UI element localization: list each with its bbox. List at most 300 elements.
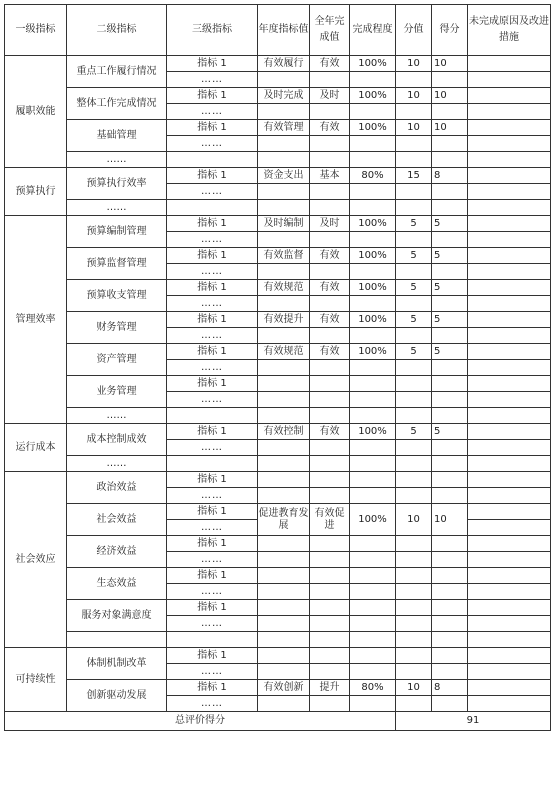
score-value (396, 696, 432, 712)
score-value (396, 200, 432, 216)
score-obtained (432, 136, 468, 152)
score-value (396, 648, 432, 664)
total-score: 91 (396, 712, 551, 731)
score-value (396, 568, 432, 584)
remarks-cell (468, 568, 551, 584)
score-obtained (432, 360, 468, 376)
actual-value (310, 376, 350, 392)
level3-indicator (167, 408, 258, 424)
level1-indicator: 管理效率 (5, 216, 67, 424)
score-value: 5 (396, 344, 432, 360)
actual-value: 提升 (310, 680, 350, 696)
level3-indicator: 指标 1 (167, 600, 258, 616)
score-value: 5 (396, 280, 432, 296)
remarks-cell (468, 168, 551, 184)
annual-target (258, 264, 310, 280)
annual-target (258, 104, 310, 120)
remarks-cell (468, 248, 551, 264)
annual-target (258, 328, 310, 344)
actual-value (310, 328, 350, 344)
table-row (5, 472, 551, 488)
score-value (396, 552, 432, 568)
level3-indicator: 指标 1 (167, 88, 258, 104)
actual-value: 有效 (310, 280, 350, 296)
score-obtained (432, 648, 468, 664)
level3-indicator: 指标 1 (167, 648, 258, 664)
completion-rate: 100% (350, 280, 396, 296)
level3-indicator: …… (167, 328, 258, 344)
level2-indicator: …… (67, 200, 167, 216)
remarks-cell (468, 56, 551, 72)
actual-value (310, 360, 350, 376)
annual-target: 有效管理 (258, 120, 310, 136)
actual-value (310, 264, 350, 280)
completion-rate (350, 264, 396, 280)
header-cell: 分值 (396, 5, 432, 56)
completion-rate: 100% (350, 312, 396, 328)
actual-value (310, 696, 350, 712)
completion-rate (350, 456, 396, 472)
score-obtained (432, 568, 468, 584)
remarks-cell (468, 424, 551, 440)
table-row (5, 680, 551, 696)
level3-indicator (167, 632, 258, 648)
annual-target (258, 360, 310, 376)
actual-value: 有效 (310, 312, 350, 328)
score-obtained (432, 232, 468, 248)
score-value: 5 (396, 216, 432, 232)
header-row (5, 5, 551, 56)
score-obtained (432, 408, 468, 424)
level2-indicator: 整体工作完成情况 (67, 88, 167, 120)
level3-indicator: …… (167, 232, 258, 248)
level2-indicator: 成本控制成效 (67, 424, 167, 456)
score-value: 5 (396, 312, 432, 328)
actual-value (310, 568, 350, 584)
annual-target: 有效规范 (258, 344, 310, 360)
score-value: 5 (396, 248, 432, 264)
score-value (396, 600, 432, 616)
level3-indicator: …… (167, 392, 258, 408)
score-value: 10 (396, 56, 432, 72)
level2-indicator: 经济效益 (67, 536, 167, 568)
level3-indicator: …… (167, 440, 258, 456)
level2-indicator: 重点工作履行情况 (67, 56, 167, 88)
remarks-cell (468, 152, 551, 168)
score-value (396, 456, 432, 472)
score-obtained: 5 (432, 280, 468, 296)
remarks-cell (468, 184, 551, 200)
score-value (396, 136, 432, 152)
actual-value: 有效 (310, 344, 350, 360)
completion-rate (350, 696, 396, 712)
score-value: 15 (396, 168, 432, 184)
score-value: 10 (396, 504, 432, 536)
remarks-cell (468, 632, 551, 648)
level3-indicator: …… (167, 584, 258, 600)
table-row (5, 200, 551, 216)
table-row (5, 312, 551, 328)
score-obtained (432, 200, 468, 216)
completion-rate (350, 536, 396, 552)
actual-value (310, 632, 350, 648)
level3-indicator: 指标 1 (167, 376, 258, 392)
completion-rate (350, 72, 396, 88)
remarks-cell (468, 312, 551, 328)
score-obtained: 5 (432, 216, 468, 232)
score-value (396, 376, 432, 392)
level3-indicator: …… (167, 520, 258, 536)
remarks-cell (468, 216, 551, 232)
score-obtained (432, 664, 468, 680)
annual-target (258, 232, 310, 248)
actual-value (310, 72, 350, 88)
level3-indicator: 指标 1 (167, 56, 258, 72)
remarks-cell (468, 552, 551, 568)
level1-indicator: 社会效应 (5, 472, 67, 648)
level3-indicator: …… (167, 136, 258, 152)
remarks-cell (468, 600, 551, 616)
level3-indicator: …… (167, 264, 258, 280)
score-obtained (432, 440, 468, 456)
annual-target (258, 648, 310, 664)
actual-value (310, 616, 350, 632)
annual-target (258, 456, 310, 472)
actual-value (310, 584, 350, 600)
completion-rate (350, 184, 396, 200)
score-value: 10 (396, 680, 432, 696)
level2-indicator: 资产管理 (67, 344, 167, 376)
level2-indicator: 政治效益 (67, 472, 167, 504)
score-obtained: 10 (432, 504, 468, 536)
actual-value (310, 536, 350, 552)
annual-target: 有效控制 (258, 424, 310, 440)
score-obtained (432, 152, 468, 168)
level3-indicator (167, 152, 258, 168)
actual-value (310, 648, 350, 664)
completion-rate (350, 472, 396, 488)
level1-indicator: 履职效能 (5, 56, 67, 168)
score-value (396, 472, 432, 488)
score-obtained (432, 632, 468, 648)
remarks-cell (468, 200, 551, 216)
actual-value: 基本 (310, 168, 350, 184)
actual-value (310, 408, 350, 424)
table-row (5, 152, 551, 168)
header-cell: 年度指标值 (258, 5, 310, 56)
annual-target (258, 200, 310, 216)
completion-rate (350, 632, 396, 648)
annual-target: 及时编制 (258, 216, 310, 232)
score-value (396, 616, 432, 632)
completion-rate: 100% (350, 424, 396, 440)
annual-target (258, 440, 310, 456)
annual-target (258, 72, 310, 88)
score-value (396, 536, 432, 552)
remarks-cell (468, 328, 551, 344)
score-value (396, 152, 432, 168)
level3-indicator: 指标 1 (167, 504, 258, 520)
header-cell: 全年完成值 (310, 5, 350, 56)
performance-evaluation-table (4, 4, 551, 731)
completion-rate (350, 568, 396, 584)
score-obtained: 5 (432, 424, 468, 440)
header-cell: 未完成原因及改进措施 (468, 5, 551, 56)
actual-value (310, 600, 350, 616)
level2-indicator: 生态效益 (67, 568, 167, 600)
remarks-cell (468, 280, 551, 296)
remarks-cell (468, 456, 551, 472)
completion-rate: 100% (350, 120, 396, 136)
annual-target (258, 616, 310, 632)
level2-indicator: 财务管理 (67, 312, 167, 344)
score-obtained (432, 456, 468, 472)
annual-target: 有效履行 (258, 56, 310, 72)
score-obtained (432, 296, 468, 312)
completion-rate (350, 136, 396, 152)
annual-target (258, 184, 310, 200)
actual-value: 有效 (310, 120, 350, 136)
table-row (5, 56, 551, 72)
level2-indicator: …… (67, 408, 167, 424)
actual-value: 有效 (310, 248, 350, 264)
completion-rate: 100% (350, 216, 396, 232)
level3-indicator: 指标 1 (167, 280, 258, 296)
remarks-cell (468, 472, 551, 488)
annual-target (258, 488, 310, 504)
level2-indicator: 基础管理 (67, 120, 167, 152)
score-value (396, 408, 432, 424)
header-cell: 完成程度 (350, 5, 396, 56)
level2-indicator: 服务对象满意度 (67, 600, 167, 632)
actual-value (310, 184, 350, 200)
level3-indicator: …… (167, 296, 258, 312)
score-value (396, 440, 432, 456)
annual-target (258, 600, 310, 616)
actual-value (310, 472, 350, 488)
annual-target (258, 552, 310, 568)
remarks-cell (468, 296, 551, 312)
score-obtained: 10 (432, 56, 468, 72)
score-obtained (432, 72, 468, 88)
completion-rate (350, 648, 396, 664)
remarks-cell (468, 440, 551, 456)
actual-value (310, 392, 350, 408)
remarks-cell (468, 376, 551, 392)
actual-value (310, 296, 350, 312)
level1-indicator: 可持续性 (5, 648, 67, 712)
actual-value (310, 456, 350, 472)
remarks-cell (468, 536, 551, 552)
completion-rate (350, 440, 396, 456)
table-row (5, 120, 551, 136)
table-row (5, 408, 551, 424)
score-obtained (432, 472, 468, 488)
score-value (396, 584, 432, 600)
annual-target (258, 536, 310, 552)
level3-indicator: …… (167, 184, 258, 200)
completion-rate (350, 600, 396, 616)
header-cell: 三级指标 (167, 5, 258, 56)
level3-indicator: 指标 1 (167, 312, 258, 328)
level2-indicator: 预算监督管理 (67, 248, 167, 280)
level3-indicator: …… (167, 104, 258, 120)
level1-indicator: 运行成本 (5, 424, 67, 472)
annual-target (258, 152, 310, 168)
completion-rate: 100% (350, 56, 396, 72)
level3-indicator: 指标 1 (167, 472, 258, 488)
completion-rate (350, 616, 396, 632)
score-obtained (432, 584, 468, 600)
score-value: 10 (396, 88, 432, 104)
annual-target: 及时完成 (258, 88, 310, 104)
level3-indicator: …… (167, 616, 258, 632)
score-obtained: 8 (432, 168, 468, 184)
score-obtained (432, 552, 468, 568)
completion-rate (350, 488, 396, 504)
level3-indicator (167, 200, 258, 216)
score-value (396, 664, 432, 680)
completion-rate (350, 664, 396, 680)
annual-target (258, 136, 310, 152)
header-cell: 得分 (432, 5, 468, 56)
level3-indicator: 指标 1 (167, 216, 258, 232)
score-obtained: 5 (432, 344, 468, 360)
annual-target: 有效创新 (258, 680, 310, 696)
completion-rate (350, 376, 396, 392)
level2-indicator: 社会效益 (67, 504, 167, 536)
annual-target (258, 664, 310, 680)
actual-value (310, 664, 350, 680)
annual-target: 资金支出 (258, 168, 310, 184)
annual-target (258, 696, 310, 712)
actual-value (310, 232, 350, 248)
score-obtained: 5 (432, 248, 468, 264)
completion-rate: 100% (350, 504, 396, 536)
table-row (5, 280, 551, 296)
table-row (5, 600, 551, 616)
score-value (396, 104, 432, 120)
score-obtained: 8 (432, 680, 468, 696)
level2-indicator: 预算收支管理 (67, 280, 167, 312)
level3-indicator: 指标 1 (167, 120, 258, 136)
level3-indicator: 指标 1 (167, 248, 258, 264)
total-row (5, 712, 551, 731)
annual-target (258, 472, 310, 488)
total-label: 总评价得分 (5, 712, 396, 731)
actual-value: 及时 (310, 216, 350, 232)
level3-indicator: …… (167, 696, 258, 712)
actual-value (310, 200, 350, 216)
level2-indicator: 创新驱动发展 (67, 680, 167, 712)
completion-rate: 100% (350, 88, 396, 104)
level3-indicator: 指标 1 (167, 344, 258, 360)
score-obtained (432, 376, 468, 392)
level3-indicator: 指标 1 (167, 536, 258, 552)
completion-rate (350, 200, 396, 216)
score-value (396, 184, 432, 200)
completion-rate (350, 408, 396, 424)
score-value (396, 264, 432, 280)
completion-rate (350, 232, 396, 248)
remarks-cell (468, 232, 551, 248)
score-value (396, 392, 432, 408)
level3-indicator: 指标 1 (167, 424, 258, 440)
table-row (5, 376, 551, 392)
actual-value (310, 440, 350, 456)
level2-indicator (67, 632, 167, 648)
completion-rate: 80% (350, 168, 396, 184)
table-row (5, 344, 551, 360)
remarks-cell (468, 520, 551, 536)
actual-value (310, 488, 350, 504)
annual-target: 促进教育发展 (258, 504, 310, 536)
actual-value: 有效促进 (310, 504, 350, 536)
annual-target: 有效提升 (258, 312, 310, 328)
level3-indicator: 指标 1 (167, 568, 258, 584)
completion-rate (350, 152, 396, 168)
remarks-cell (468, 264, 551, 280)
level3-indicator: …… (167, 664, 258, 680)
remarks-cell (468, 408, 551, 424)
level3-indicator: …… (167, 72, 258, 88)
score-value: 5 (396, 424, 432, 440)
score-obtained (432, 600, 468, 616)
remarks-cell (468, 488, 551, 504)
level3-indicator (167, 456, 258, 472)
annual-target (258, 408, 310, 424)
score-value (396, 232, 432, 248)
score-obtained (432, 536, 468, 552)
level2-indicator: …… (67, 456, 167, 472)
remarks-cell (468, 72, 551, 88)
table-row (5, 168, 551, 184)
level2-indicator: 体制机制改革 (67, 648, 167, 680)
actual-value: 有效 (310, 424, 350, 440)
score-obtained: 10 (432, 120, 468, 136)
completion-rate (350, 328, 396, 344)
remarks-cell (468, 504, 551, 520)
score-value (396, 72, 432, 88)
score-obtained (432, 488, 468, 504)
annual-target (258, 296, 310, 312)
completion-rate: 100% (350, 344, 396, 360)
annual-target: 有效规范 (258, 280, 310, 296)
level2-indicator: 预算执行效率 (67, 168, 167, 200)
header-cell: 一级指标 (5, 5, 67, 56)
score-value (396, 488, 432, 504)
table-row (5, 536, 551, 552)
level3-indicator: 指标 1 (167, 680, 258, 696)
table-row (5, 248, 551, 264)
remarks-cell (468, 120, 551, 136)
annual-target (258, 632, 310, 648)
completion-rate (350, 104, 396, 120)
actual-value: 有效 (310, 56, 350, 72)
score-value (396, 360, 432, 376)
completion-rate: 80% (350, 680, 396, 696)
score-value: 10 (396, 120, 432, 136)
remarks-cell (468, 680, 551, 696)
completion-rate (350, 360, 396, 376)
completion-rate: 100% (350, 248, 396, 264)
annual-target (258, 568, 310, 584)
table-row (5, 632, 551, 648)
actual-value (310, 104, 350, 120)
actual-value: 及时 (310, 88, 350, 104)
score-obtained (432, 184, 468, 200)
completion-rate (350, 296, 396, 312)
